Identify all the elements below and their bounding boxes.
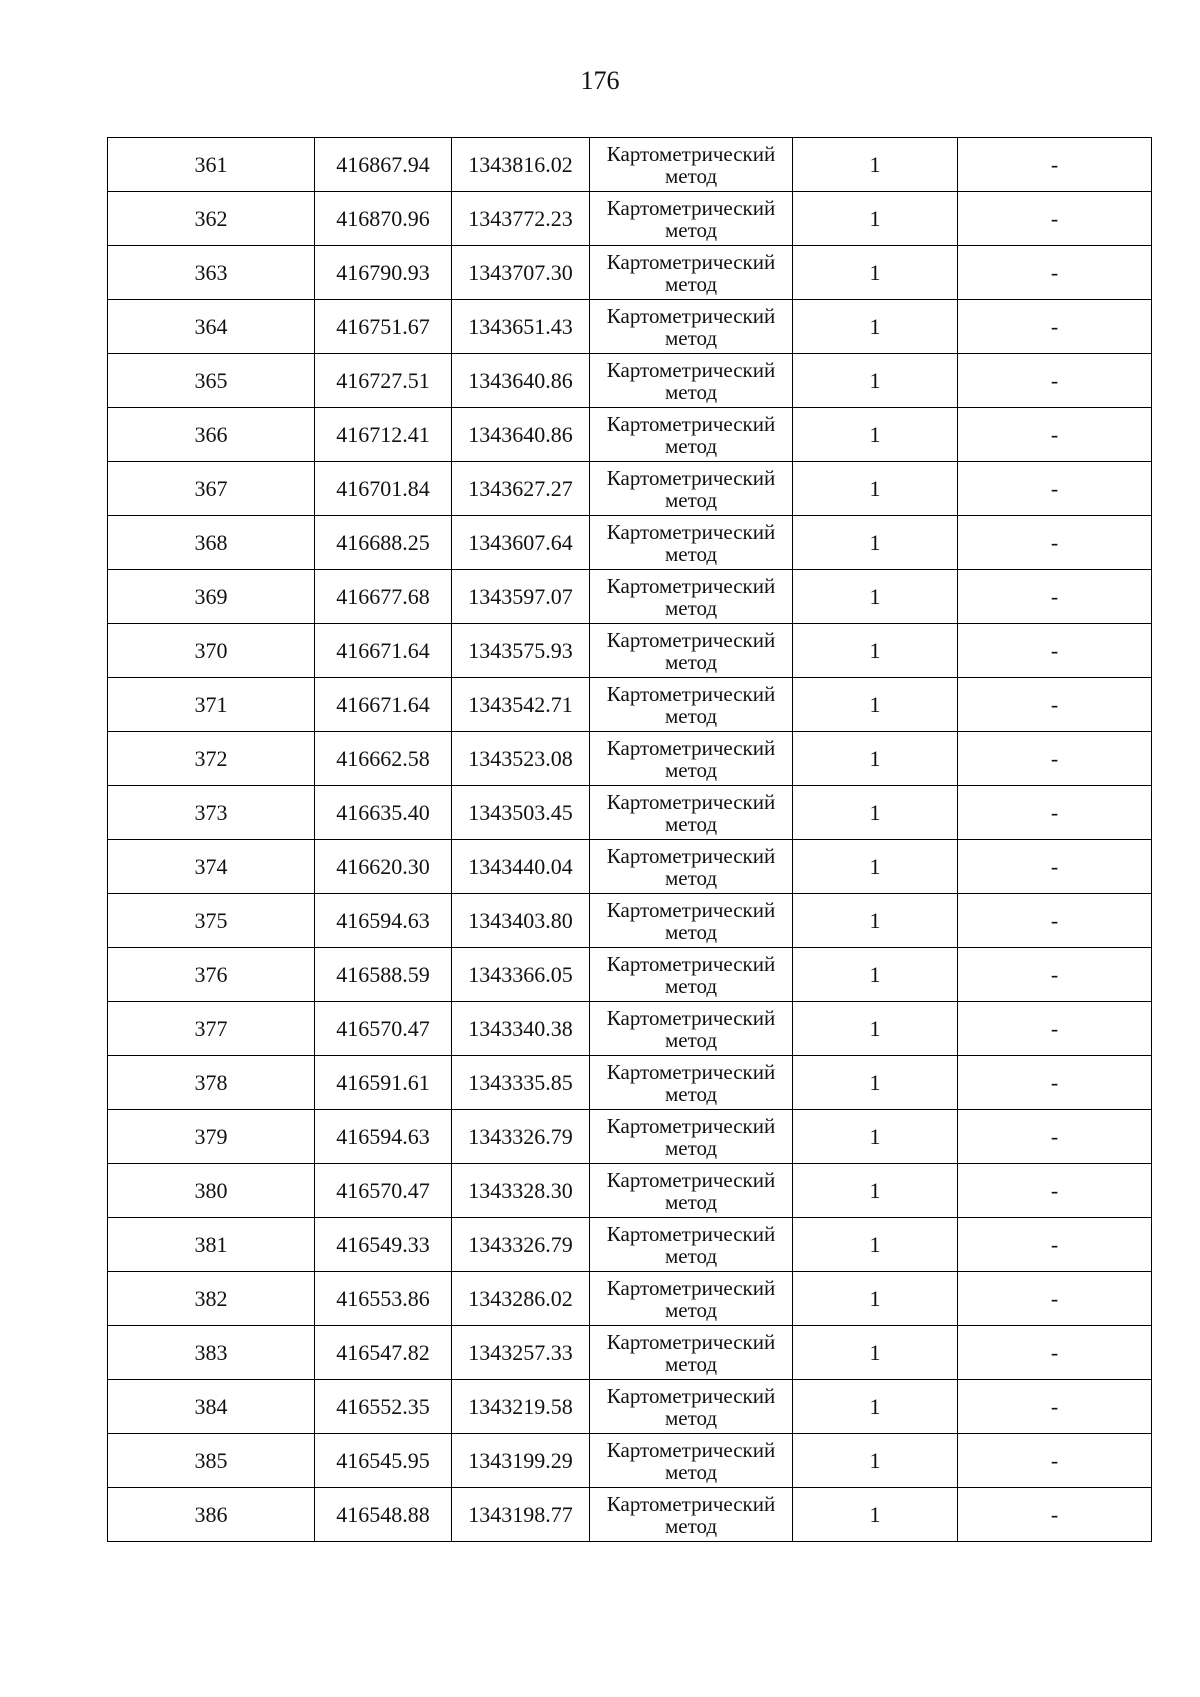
method-line-2: метод — [664, 757, 718, 782]
method-line-2: метод — [664, 973, 718, 998]
method-cell — [590, 732, 793, 786]
y-coordinate-cell: 1343403.80 — [452, 894, 590, 948]
y-coordinate-cell: 1343257.33 — [452, 1326, 590, 1380]
note-cell: - — [958, 678, 1152, 732]
table-row — [108, 354, 1152, 408]
x-coordinate-cell: 416552.35 — [315, 1380, 452, 1434]
method-line-2: метод — [664, 865, 718, 890]
table-row — [108, 732, 1152, 786]
method-line-2: метод — [664, 595, 718, 620]
method-line-2: метод — [664, 487, 718, 512]
y-coordinate-cell: 1343440.04 — [452, 840, 590, 894]
y-coordinate-cell: 1343816.02 — [452, 138, 590, 192]
method-cell — [590, 894, 793, 948]
note-cell: - — [958, 354, 1152, 408]
method-line-1: Картометрический — [606, 465, 776, 490]
note-cell: - — [958, 1110, 1152, 1164]
method-line-2: метод — [664, 649, 718, 674]
accuracy-cell: 1 — [793, 732, 958, 786]
point-number-cell: 368 — [108, 516, 315, 570]
accuracy-cell: 1 — [793, 1110, 958, 1164]
accuracy-cell: 1 — [793, 138, 958, 192]
method-cell — [590, 246, 793, 300]
method-cell — [590, 786, 793, 840]
method-cell — [590, 840, 793, 894]
table-row — [108, 840, 1152, 894]
method-line-1: Картометрический — [606, 1491, 776, 1516]
method-line-1: Картометрический — [606, 1005, 776, 1030]
table-row — [108, 1434, 1152, 1488]
method-cell — [590, 678, 793, 732]
method-cell — [590, 408, 793, 462]
method-line-2: метод — [664, 1243, 718, 1268]
x-coordinate-cell: 416547.82 — [315, 1326, 452, 1380]
y-coordinate-cell: 1343707.30 — [452, 246, 590, 300]
accuracy-cell: 1 — [793, 570, 958, 624]
y-coordinate-cell: 1343326.79 — [452, 1218, 590, 1272]
x-coordinate-cell: 416671.64 — [315, 678, 452, 732]
method-cell — [590, 1218, 793, 1272]
method-cell — [590, 300, 793, 354]
x-coordinate-cell: 416867.94 — [315, 138, 452, 192]
table-row — [108, 192, 1152, 246]
method-line-1: Картометрический — [606, 681, 776, 706]
point-number-cell: 381 — [108, 1218, 315, 1272]
method-cell — [590, 570, 793, 624]
method-line-2: метод — [664, 1135, 718, 1160]
method-line-2: метод — [664, 541, 718, 566]
point-number-cell: 366 — [108, 408, 315, 462]
x-coordinate-cell: 416545.95 — [315, 1434, 452, 1488]
note-cell: - — [958, 1056, 1152, 1110]
method-line-1: Картометрический — [606, 1383, 776, 1408]
x-coordinate-cell: 416594.63 — [315, 1110, 452, 1164]
method-line-1: Картометрический — [606, 357, 776, 382]
y-coordinate-cell: 1343335.85 — [452, 1056, 590, 1110]
accuracy-cell: 1 — [793, 354, 958, 408]
method-line-1: Картометрический — [606, 627, 776, 652]
accuracy-cell: 1 — [793, 1488, 958, 1542]
x-coordinate-cell: 416620.30 — [315, 840, 452, 894]
note-cell: - — [958, 516, 1152, 570]
table-row — [108, 894, 1152, 948]
method-cell — [590, 1434, 793, 1488]
note-cell: - — [958, 462, 1152, 516]
method-line-2: метод — [664, 1297, 718, 1322]
accuracy-cell: 1 — [793, 840, 958, 894]
method-line-2: метод — [664, 325, 718, 350]
method-cell — [590, 354, 793, 408]
point-number-cell: 377 — [108, 1002, 315, 1056]
x-coordinate-cell: 416790.93 — [315, 246, 452, 300]
note-cell: - — [958, 1272, 1152, 1326]
x-coordinate-cell: 416677.68 — [315, 570, 452, 624]
table-row — [108, 516, 1152, 570]
note-cell: - — [958, 192, 1152, 246]
method-line-1: Картометрический — [606, 411, 776, 436]
point-number-cell: 373 — [108, 786, 315, 840]
method-cell — [590, 1272, 793, 1326]
method-line-1: Картометрический — [606, 1221, 776, 1246]
x-coordinate-cell: 416570.47 — [315, 1164, 452, 1218]
y-coordinate-cell: 1343607.64 — [452, 516, 590, 570]
x-coordinate-cell: 416591.61 — [315, 1056, 452, 1110]
method-line-1: Картометрический — [606, 789, 776, 814]
table-row — [108, 462, 1152, 516]
y-coordinate-cell: 1343286.02 — [452, 1272, 590, 1326]
method-line-1: Картометрический — [606, 1329, 776, 1354]
point-number-cell: 371 — [108, 678, 315, 732]
coordinates-table — [107, 137, 1152, 1542]
method-cell — [590, 624, 793, 678]
point-number-cell: 383 — [108, 1326, 315, 1380]
point-number-cell: 375 — [108, 894, 315, 948]
x-coordinate-cell: 416548.88 — [315, 1488, 452, 1542]
point-number-cell: 376 — [108, 948, 315, 1002]
table-row — [108, 138, 1152, 192]
x-coordinate-cell: 416549.33 — [315, 1218, 452, 1272]
x-coordinate-cell: 416662.58 — [315, 732, 452, 786]
method-line-2: метод — [664, 433, 718, 458]
note-cell: - — [958, 732, 1152, 786]
y-coordinate-cell: 1343772.23 — [452, 192, 590, 246]
y-coordinate-cell: 1343340.38 — [452, 1002, 590, 1056]
note-cell: - — [958, 1488, 1152, 1542]
note-cell: - — [958, 1002, 1152, 1056]
note-cell: - — [958, 624, 1152, 678]
method-line-2: метод — [664, 1027, 718, 1052]
y-coordinate-cell: 1343640.86 — [452, 354, 590, 408]
accuracy-cell: 1 — [793, 462, 958, 516]
method-line-1: Картометрический — [606, 195, 776, 220]
note-cell: - — [958, 300, 1152, 354]
y-coordinate-cell: 1343575.93 — [452, 624, 590, 678]
method-line-2: метод — [664, 217, 718, 242]
method-line-2: метод — [664, 919, 718, 944]
x-coordinate-cell: 416751.67 — [315, 300, 452, 354]
point-number-cell: 365 — [108, 354, 315, 408]
accuracy-cell: 1 — [793, 1326, 958, 1380]
method-line-1: Картометрический — [606, 1167, 776, 1192]
accuracy-cell: 1 — [793, 408, 958, 462]
note-cell: - — [958, 1326, 1152, 1380]
x-coordinate-cell: 416870.96 — [315, 192, 452, 246]
method-cell — [590, 1488, 793, 1542]
accuracy-cell: 1 — [793, 894, 958, 948]
accuracy-cell: 1 — [793, 192, 958, 246]
method-cell — [590, 1380, 793, 1434]
note-cell: - — [958, 1218, 1152, 1272]
point-number-cell: 374 — [108, 840, 315, 894]
note-cell: - — [958, 1434, 1152, 1488]
point-number-cell: 378 — [108, 1056, 315, 1110]
note-cell: - — [958, 894, 1152, 948]
accuracy-cell: 1 — [793, 1380, 958, 1434]
table-row — [108, 624, 1152, 678]
note-cell: - — [958, 786, 1152, 840]
method-cell — [590, 1002, 793, 1056]
y-coordinate-cell: 1343326.79 — [452, 1110, 590, 1164]
method-line-1: Картометрический — [606, 249, 776, 274]
method-line-2: метод — [664, 271, 718, 296]
accuracy-cell: 1 — [793, 786, 958, 840]
method-line-1: Картометрический — [606, 1059, 776, 1084]
method-line-1: Картометрический — [606, 843, 776, 868]
method-cell — [590, 948, 793, 1002]
note-cell: - — [958, 408, 1152, 462]
method-cell — [590, 1164, 793, 1218]
point-number-cell: 369 — [108, 570, 315, 624]
accuracy-cell: 1 — [793, 1056, 958, 1110]
accuracy-cell: 1 — [793, 678, 958, 732]
accuracy-cell: 1 — [793, 516, 958, 570]
method-line-1: Картометрический — [606, 573, 776, 598]
x-coordinate-cell: 416553.86 — [315, 1272, 452, 1326]
method-line-2: метод — [664, 1351, 718, 1376]
x-coordinate-cell: 416701.84 — [315, 462, 452, 516]
table-row — [108, 678, 1152, 732]
point-number-cell: 362 — [108, 192, 315, 246]
note-cell: - — [958, 1380, 1152, 1434]
table-row — [108, 570, 1152, 624]
accuracy-cell: 1 — [793, 624, 958, 678]
method-line-2: метод — [664, 703, 718, 728]
y-coordinate-cell: 1343542.71 — [452, 678, 590, 732]
method-line-2: метод — [664, 1459, 718, 1484]
accuracy-cell: 1 — [793, 948, 958, 1002]
accuracy-cell: 1 — [793, 1272, 958, 1326]
y-coordinate-cell: 1343651.43 — [452, 300, 590, 354]
method-line-2: метод — [664, 1405, 718, 1430]
method-line-2: метод — [664, 1513, 718, 1538]
x-coordinate-cell: 416570.47 — [315, 1002, 452, 1056]
point-number-cell: 367 — [108, 462, 315, 516]
x-coordinate-cell: 416688.25 — [315, 516, 452, 570]
method-line-1: Картометрический — [606, 519, 776, 544]
table-row — [108, 1110, 1152, 1164]
method-line-2: метод — [664, 1081, 718, 1106]
method-cell — [590, 462, 793, 516]
x-coordinate-cell: 416588.59 — [315, 948, 452, 1002]
point-number-cell: 372 — [108, 732, 315, 786]
point-number-cell: 361 — [108, 138, 315, 192]
method-cell — [590, 138, 793, 192]
note-cell: - — [958, 948, 1152, 1002]
x-coordinate-cell: 416712.41 — [315, 408, 452, 462]
accuracy-cell: 1 — [793, 246, 958, 300]
point-number-cell: 370 — [108, 624, 315, 678]
table-row — [108, 246, 1152, 300]
point-number-cell: 384 — [108, 1380, 315, 1434]
method-cell — [590, 1326, 793, 1380]
coordinates-table-body — [108, 138, 1152, 1542]
y-coordinate-cell: 1343523.08 — [452, 732, 590, 786]
table-row — [108, 1380, 1152, 1434]
table-row — [108, 1218, 1152, 1272]
method-line-1: Картометрический — [606, 951, 776, 976]
note-cell: - — [958, 246, 1152, 300]
method-cell — [590, 192, 793, 246]
note-cell: - — [958, 1164, 1152, 1218]
page-number: 176 — [580, 66, 620, 95]
method-line-1: Картометрический — [606, 303, 776, 328]
point-number-cell: 382 — [108, 1272, 315, 1326]
point-number-cell: 380 — [108, 1164, 315, 1218]
point-number-cell: 364 — [108, 300, 315, 354]
method-line-2: метод — [664, 1189, 718, 1214]
y-coordinate-cell: 1343198.77 — [452, 1488, 590, 1542]
accuracy-cell: 1 — [793, 300, 958, 354]
table-row — [108, 948, 1152, 1002]
accuracy-cell: 1 — [793, 1002, 958, 1056]
x-coordinate-cell: 416671.64 — [315, 624, 452, 678]
table-row — [108, 408, 1152, 462]
method-line-1: Картометрический — [606, 141, 776, 166]
method-line-1: Картометрический — [606, 897, 776, 922]
point-number-cell: 386 — [108, 1488, 315, 1542]
x-coordinate-cell: 416727.51 — [315, 354, 452, 408]
table-row — [108, 1272, 1152, 1326]
table-row — [108, 1056, 1152, 1110]
method-line-2: метод — [664, 379, 718, 404]
y-coordinate-cell: 1343640.86 — [452, 408, 590, 462]
table-row — [108, 1002, 1152, 1056]
accuracy-cell: 1 — [793, 1164, 958, 1218]
note-cell: - — [958, 138, 1152, 192]
y-coordinate-cell: 1343328.30 — [452, 1164, 590, 1218]
method-line-1: Картометрический — [606, 1113, 776, 1138]
method-cell — [590, 1110, 793, 1164]
y-coordinate-cell: 1343503.45 — [452, 786, 590, 840]
y-coordinate-cell: 1343597.07 — [452, 570, 590, 624]
y-coordinate-cell: 1343627.27 — [452, 462, 590, 516]
x-coordinate-cell: 416635.40 — [315, 786, 452, 840]
y-coordinate-cell: 1343219.58 — [452, 1380, 590, 1434]
method-line-1: Картометрический — [606, 1275, 776, 1300]
note-cell: - — [958, 840, 1152, 894]
method-line-1: Картометрический — [606, 735, 776, 760]
y-coordinate-cell: 1343366.05 — [452, 948, 590, 1002]
note-cell: - — [958, 570, 1152, 624]
y-coordinate-cell: 1343199.29 — [452, 1434, 590, 1488]
accuracy-cell: 1 — [793, 1218, 958, 1272]
point-number-cell: 363 — [108, 246, 315, 300]
method-line-1: Картометрический — [606, 1437, 776, 1462]
table-row — [108, 786, 1152, 840]
point-number-cell: 385 — [108, 1434, 315, 1488]
table-row — [108, 300, 1152, 354]
method-line-2: метод — [664, 163, 718, 188]
x-coordinate-cell: 416594.63 — [315, 894, 452, 948]
accuracy-cell: 1 — [793, 1434, 958, 1488]
point-number-cell: 379 — [108, 1110, 315, 1164]
method-cell — [590, 1056, 793, 1110]
method-line-2: метод — [664, 811, 718, 836]
table-row — [108, 1326, 1152, 1380]
table-row — [108, 1164, 1152, 1218]
table-row — [108, 1488, 1152, 1542]
method-cell — [590, 516, 793, 570]
